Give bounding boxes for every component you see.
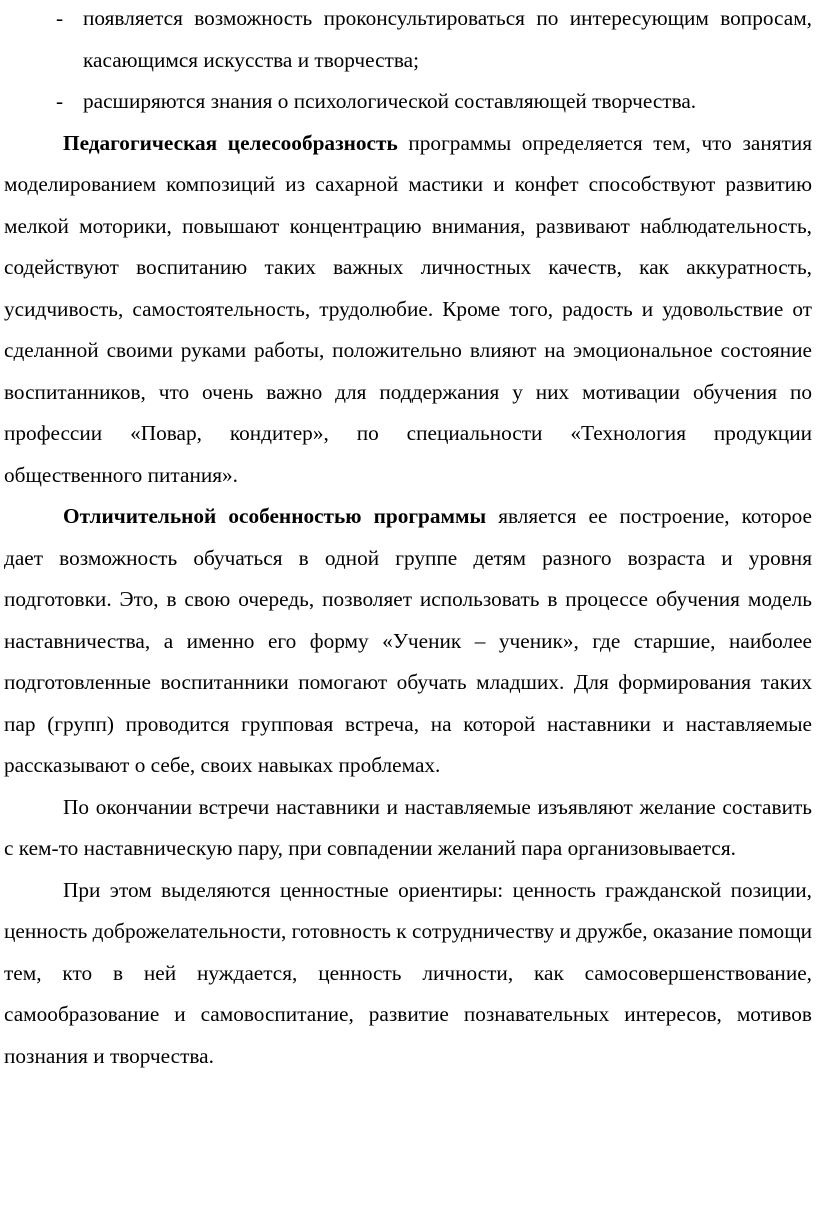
paragraph-value-orientations — [4, 870, 812, 1078]
paragraph-text: При этом выделяются ценностные ориентиры: ценность гражданской позиции, ценность доброжелательности, готовность к сотрудничеству и дружбе, оказание помощи тем, кто в ней нуждается, ценность личности, как самосовершенствование, самообразование и самовоспитание, развитие познавательных интересов, мотивов познания и творчества. — [4, 877, 812, 1068]
paragraph-text: По окончании встречи наставники и наставляемые изъявляют желание составить с кем-то наставническую пару, при совпадении желаний пара организовывается. — [4, 794, 812, 860]
document-page — [4, 0, 812, 1077]
list-marker: - — [56, 89, 64, 113]
paragraph-text: программы определяется тем, что занятия моделированием композиций из сахарной мастики и конфет способствуют развитию мелкой моторики, повышают концентрацию внимания, развивают наблюдательность, содействуют воспитанию таких важных личностных качеств, как аккуратность, усидчивость, самостоятельность, трудолюбие. Кроме того, радость и удовольствие от сделанной своими руками работы, положительно влияют на эмоциональное состояние воспитанников, что очень важно для поддержания у них мотивации обучения по профессии «Повар, кондитер», по специальности «Технология продукции общественного питания». — [4, 130, 813, 487]
paragraph-lead-term: Отличительной особенностью программы — [63, 504, 487, 528]
paragraph-distinctive-feature — [4, 496, 812, 787]
list-item — [4, 0, 812, 81]
list-item — [4, 81, 812, 123]
paragraph-text: является ее построение, которое дает возможность обучаться в одной группе детям разного возраста и уровня подготовки. Это, в свою очередь, позволяет использовать в процессе обучения модель наставничества, а именно его форму «Ученик – ученик», где старшие, наиболее подготовленные воспитанники помогают обучать младших. Для формирования таких пар (групп) проводится групповая встреча, на которой наставники и наставляемые рассказывают о себе, своих навыках проблемах. — [4, 504, 812, 777]
list-marker: - — [56, 6, 64, 30]
paragraph-meeting-end — [4, 787, 812, 870]
paragraph-pedagogical-expediency — [4, 123, 812, 497]
paragraph-lead-term: Педагогическая целесообразность — [63, 130, 398, 155]
list-item-text: появляется возможность проконсультироваться по интересующим вопросам, касающимся искусства и творчества; — [83, 6, 812, 72]
list-item-text: расширяются знания о психологической составляющей творчества. — [83, 89, 697, 113]
